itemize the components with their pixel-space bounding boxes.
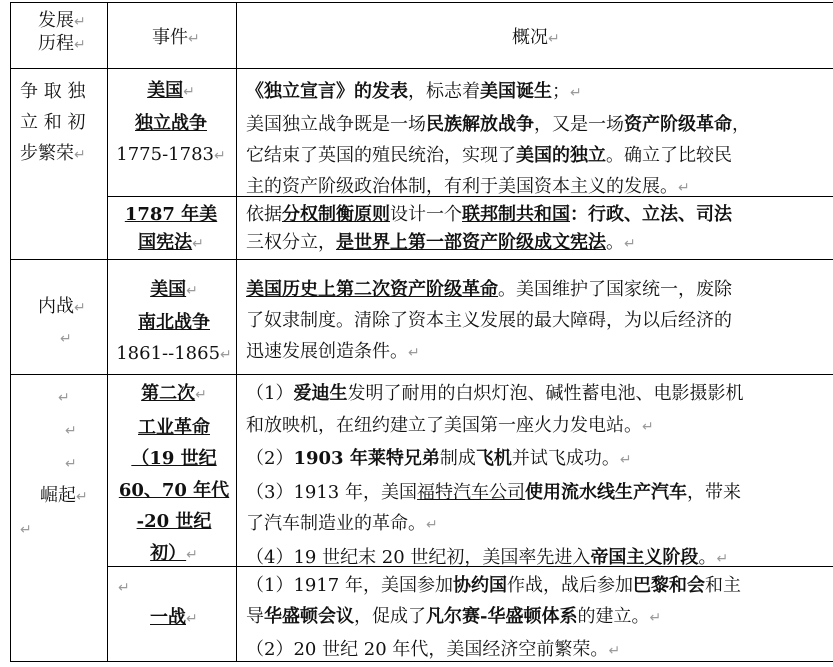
return-mark: ↵ (20, 522, 32, 538)
return-mark: ↵ (548, 31, 560, 47)
return-mark: ↵ (678, 180, 690, 196)
header-stage-line: 发展 (38, 10, 74, 31)
stage-cell: 内战↵ ↵ (38, 296, 86, 347)
return-mark: ↵ (213, 148, 226, 164)
overview-cell: （1）爱迪生发明了耐用的白炽灯泡、碱性蓄电池、电影摄影机 和放映机，在纽约建立了美国第一座火力发电站。↵ （2）1903 年莱特兄弟制成飞机并试飞成功。↵ （3）1913 年，美国福特汽车公司使用流水线生产汽车，带来 了汽车制造业的革命。↵ （4）19 世纪末 20 世纪初，美国率先进入帝国主义阶段。↵ (246, 383, 744, 568)
return-mark: ↵ (608, 643, 621, 659)
event-cell: 美国↵ 独立战争 1775-1783↵ (116, 80, 226, 165)
return-mark: ↵ (570, 85, 582, 101)
overview-cell: 美国历史上第二次资产阶级革命。美国维护了国家统一，废除 了奴隶制度。清除了资本主义发展的最大障碍，为以后经济的 迅速发展创造条件。↵ (246, 279, 732, 362)
return-mark: ↵ (192, 236, 204, 252)
return-mark: ↵ (65, 456, 77, 472)
table-column-divider (107, 2, 108, 662)
header-event: 事件↵ (152, 27, 200, 48)
return-mark: ↵ (642, 418, 654, 435)
header-stage-line: 历程 (38, 33, 74, 54)
return-mark: ↵ (76, 489, 88, 505)
return-mark: ↵ (74, 147, 86, 163)
return-mark: ↵ (74, 14, 86, 30)
return-mark: ↵ (649, 610, 662, 626)
stage-cell: 争 取 独 立 和 初 步繁荣↵ (20, 81, 86, 164)
table-rule (10, 68, 833, 69)
overview-cell: 《独立宣言》的发表，标志着美国诞生；↵ 美国独立战争既是一场民族解放战争，又是一场资产阶级革命， 它结束了英国的殖民统治，实现了美国的独立。确立了比较民 主的资产阶级政治体制，有利于美国资本主义的发展。↵ (246, 81, 750, 197)
return-mark: ↵ (716, 550, 729, 567)
event-cell: 1787 年美 国宪法↵ (124, 204, 218, 253)
return-mark: ↵ (58, 390, 70, 406)
return-mark: ↵ (118, 580, 130, 596)
return-mark: ↵ (183, 84, 195, 100)
return-mark: ↵ (186, 611, 198, 627)
return-mark: ↵ (186, 283, 198, 299)
return-mark: ↵ (624, 236, 636, 252)
overview-cell: 依据分权制衡原则设计一个联邦制共和国：行政、立法、司法 三权分立，是世界上第一部资产阶级成文宪法。↵ (246, 204, 732, 253)
return-mark: ↵ (186, 546, 198, 563)
header-overview: 概况↵ (512, 27, 560, 48)
return-mark: ↵ (220, 347, 232, 363)
return-mark: ↵ (619, 452, 632, 468)
return-mark: ↵ (426, 517, 438, 533)
table-border-top (10, 2, 833, 3)
return-mark: ↵ (195, 387, 207, 403)
return-mark: ↵ (188, 31, 200, 47)
table-column-divider (236, 2, 237, 662)
return-mark: ↵ (74, 37, 86, 53)
return-mark: ↵ (60, 331, 72, 347)
return-mark: ↵ (74, 300, 86, 316)
return-mark: ↵ (65, 423, 77, 439)
return-mark: ↵ (408, 345, 420, 361)
event-cell: 美国↵ 南北战争 1861--1865↵ (116, 279, 232, 364)
header-stage (38, 10, 86, 56)
table-rule (10, 374, 833, 375)
event-cell: 第二次↵ 工业革命 （19 世纪 60、70 年代 -20 世纪 初）↵ (118, 383, 230, 564)
event-cell: ↵ 一战↵ (118, 580, 198, 628)
overview-cell: （1）1917 年，美国参加协约国作战，战后参加巴黎和会和主 导华盛顿会议，促成了凡尔赛-华盛顿体系的建立。↵ （2）20 世纪 20 年代，美国经济空前繁荣。↵ (246, 575, 741, 660)
table-border-left (10, 2, 11, 662)
stage-cell: ↵ ↵ ↵ 崛起↵ ↵ (20, 390, 88, 538)
table-rule (10, 259, 833, 260)
